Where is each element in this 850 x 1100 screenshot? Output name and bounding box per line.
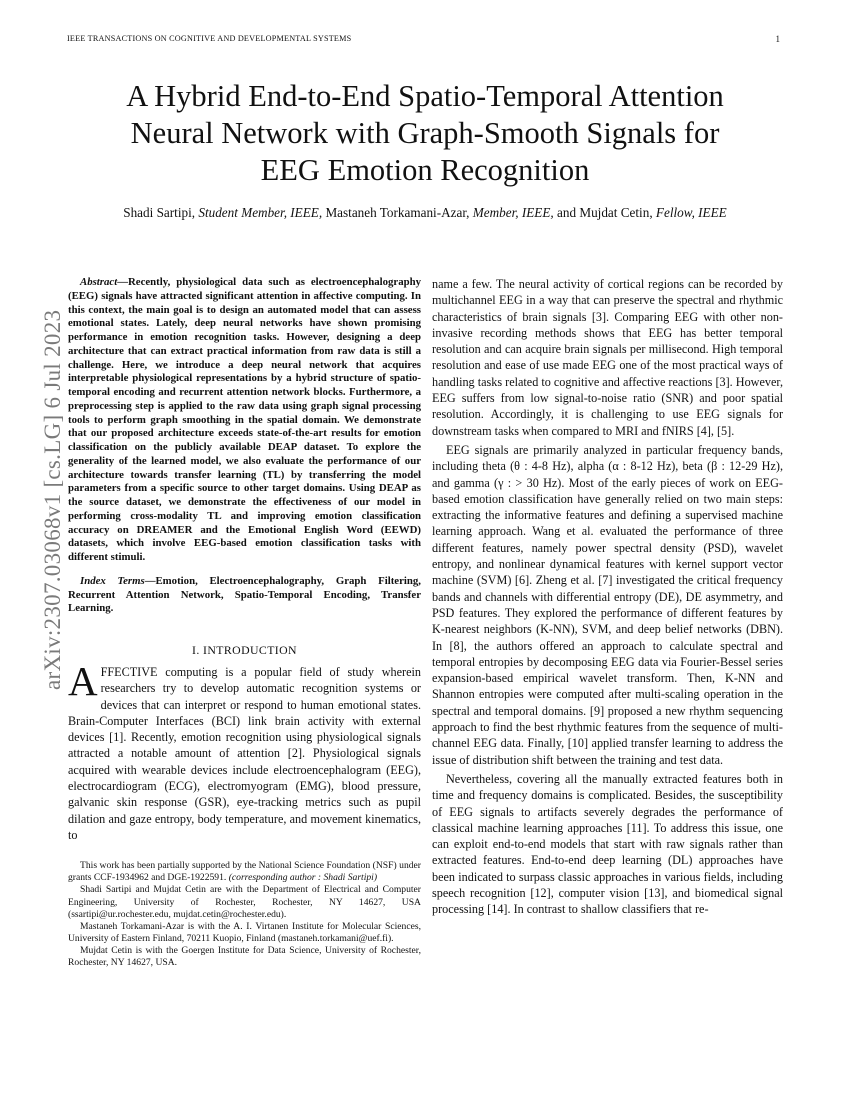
footnote-corresponding: (corresponding author : Shadi Sartipi) bbox=[228, 872, 378, 884]
footnotes bbox=[68, 860, 421, 969]
index-terms-text: —Emotion, Electroencephalography, Graph Filtering, Recurrent Attention Network, Spatio-Temporal Encoding, Transfer Learning. bbox=[68, 574, 421, 615]
footnote-affiliation-1: Shadi Sartipi and Mujdat Cetin are with the Department of Electrical and Computer Engineering, University of Rochester, Rochester, NY 14627, USA (ssartipi@ur.rochester.edu, mujdat.cetin@rochester.edu). bbox=[68, 884, 421, 920]
intro-text: FFECTIVE computing is a popular field of study wherein researchers try to develop automatic recognition systems or devices that can interpret or respond to human emotional states. Brain-Computer Interfaces (BCI) link brain activity with external devices [1]. Recently, emotion recognition using physiological signals attracted a notable amount of attention [2]. Physiological signals acquired with wearable devices include electroencephalogram (EEG), electrocardiogram (ECG), electromyogram (EMG), blood pressure, galvanic skin response (GSR), eye-tracking metrics such as pupil dilation and gaze entropy, body temperature, and movement kinematics, to bbox=[68, 665, 421, 842]
left-column bbox=[68, 276, 421, 1070]
footnote-affiliation-2: Mastaneh Torkamani-Azar is with the A. I. Virtanen Institute for Molecular Sciences, University of Eastern Finland, 70211 Kuopio, Finland (mastaneh.torkamani@uef.fi). bbox=[68, 920, 421, 944]
title-line-2: Neural Network with Graph-Smooth Signals for bbox=[130, 116, 720, 150]
author-3-role: Fellow, IEEE bbox=[655, 205, 727, 220]
title-line-3: EEG Emotion Recognition bbox=[260, 153, 590, 187]
abstract-text: —Recently, physiological data such as electroencephalography (EEG) signals have attracted significant attention in affective computing. In this context, the main goal is to design an automated model that can assess emotional states. Lately, deep neural networks have shown promising performance in emotion recognition tasks. However, designing a deep architecture that can extract practical information from raw data is still a challenge. Here, we introduce a deep neural network that acquires interpretable physiological representations by a hybrid structure of spatio-temporal encoding and recurrent attention network blocks. Furthermore, a preprocessing step is applied to the raw data using graph signal processing tools to perform graph smoothing in the spatial domain. We demonstrate that our proposed architecture exceeds state-of-the-art results for emotion classification on the publicly available DEAP dataset. To explore the generality of the learned model, we also evaluate the performance of our architecture towards transfer learning (TL) by transferring the model parameters from a specific source to other target domains. Using DEAP as the source dataset, we demonstrate the effectiveness of our model in performing cross-modality TL and improving emotion classification accuracy on DREAMER and the Emotional English Word (EEWD) datasets, which involve EEG-based emotion classification tasks with different stimuli. bbox=[68, 276, 421, 563]
author-1-name: Shadi Sartipi, bbox=[123, 205, 199, 220]
author-2-name: Mastaneh Torkamani-Azar, bbox=[322, 205, 473, 220]
running-header-journal: IEEE TRANSACTIONS ON COGNITIVE AND DEVELOPMENTAL SYSTEMS bbox=[67, 34, 352, 43]
footnote-affiliation-3: Mujdat Cetin is with the Goergen Institute for Data Science, University of Rochester, Rochester, NY 14627, USA. bbox=[68, 944, 421, 969]
abstract-label: Abstract bbox=[80, 276, 118, 288]
intro-paragraph bbox=[68, 658, 421, 843]
author-3-name: and Mujdat Cetin, bbox=[553, 205, 656, 220]
author-2-role: Member, IEEE, bbox=[472, 205, 554, 220]
abstract bbox=[68, 276, 421, 565]
body-paragraph-3: Nevertheless, covering all the manually extracted features both in time and frequency domains is complicated. Besides, the susceptibility of EEG signals to artifacts severely degrades the performance of classical machine learning approaches [11]. To address this issue, one can exploit end-to-end models that start with raw signals rather than extracted features. End-to-end deep learning (DL) approaches have been indicated to surpass classic approaches in various fields, including speech recognition [12], computer vision [13], and biomedical signal processing [14]. In contrast to shallow classifiers that re- bbox=[432, 771, 783, 917]
section-heading-introduction: I. INTRODUCTION bbox=[192, 643, 297, 657]
right-column bbox=[432, 276, 783, 1070]
page-number: 1 bbox=[775, 34, 780, 44]
body-paragraph-2: EEG signals are primarily analyzed in particular frequency bands, including theta (θ : 4-8 Hz), alpha (α : 8-12 Hz), beta (β : 12-29 Hz), and gamma (γ : > 30 Hz). Most of the early pieces of work on EEG-based emotion classification have generally relied on two main steps: extracting the informative features and defining a supervised machine learning approach. Wang et al. evaluated the performance of three different features, namely power spectral density (PSD), wavelet entropy, and nonlinear dynamical features with kernel support vector machine (SVM) [6]. Zheng et al. [7] investigated the critical frequency bands and channels with differential entropy (DE), DE asymmetry, and PSD features. They explored the performance of different features by K-nearest neighbors (K-NN), SVM, and deep belief networks (DBN). In [8], the authors offered an approach to calculate spectral and temporal entropies by decomposing EEG data via Fourier-Bessel series expansion-based empirical wavelet transform. Then, K-NN and Shannon entropies were computed after multi-scaling operation in the spectral and temporal domains. [9] proposed a new rhythm sequencing approach to find the best rhythmic features from the sequence of multi-channel EEG data. Finally, [10] applied transfer learning to address the issue of distribution shift between the training and test data. bbox=[432, 442, 783, 767]
paper-title bbox=[60, 78, 790, 189]
drop-cap: A bbox=[68, 658, 98, 704]
arxiv-stamp: arXiv:2307.03068v1 [cs.LG] 6 Jul 2023 bbox=[40, 309, 65, 690]
index-terms-label: Index Terms bbox=[80, 574, 145, 587]
author-1-role: Student Member, IEEE, bbox=[198, 205, 323, 220]
author-list bbox=[40, 205, 810, 221]
footnote-funding bbox=[68, 860, 421, 884]
index-terms bbox=[68, 575, 421, 616]
footnote-funding-text: This work has been partially supported by the National Science Foundation (NSF) under grants CCF-1934962 and DGE-1922591. bbox=[68, 860, 421, 884]
body-paragraph-1: name a few. The neural activity of cortical regions can be recorded by multichannel EEG in a way that can preserve the spectral and rhythmic characteristics of brain signals [3]. Comparing EEG with other non-invasive recording methods shows that EEG has better temporal resolution and can acquire brain signals per millisecond. High temporal resolution and ease of use made EEG one of the most practical ways of handling tasks related to cognitive and affective reactions [3]. However, EEG suffers from low signal-to-noise ratio (SNR) and poor spatial resolution. Accordingly, it is challenging to use EEG signals for downstream tasks when compared to MRI and fNIRS [4], [5]. bbox=[432, 277, 783, 438]
title-line-1: A Hybrid End-to-End Spatio-Temporal Attention bbox=[126, 79, 724, 113]
